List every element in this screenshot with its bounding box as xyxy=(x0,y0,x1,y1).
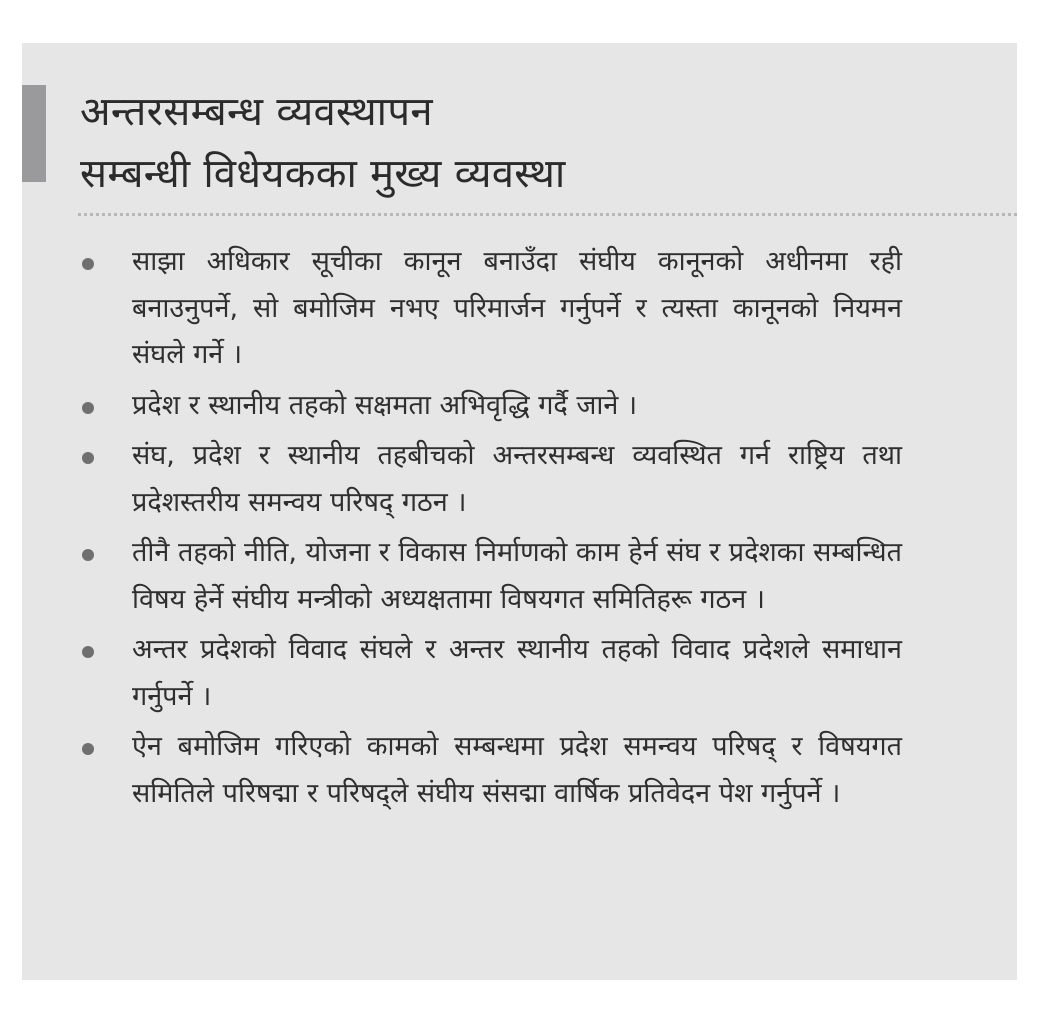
box-title-line-1: अन्तरसम्बन्ध व्यवस्थापन xyxy=(80,89,433,135)
list-item xyxy=(82,239,902,379)
list-item xyxy=(82,530,902,623)
dotted-divider xyxy=(78,213,1017,216)
bullet-icon xyxy=(82,258,94,270)
list-item xyxy=(82,627,902,720)
bullet-icon xyxy=(82,402,94,414)
list-item-text: तीनै तहको नीति, योजना र विकास निर्माणको काम हेर्न संघ र प्रदेशका सम्बन्धित विषय हेर्ने संघीय मन्त्रीको अध्यक्षतामा विषयगत समितिहरू गठन । xyxy=(132,537,902,615)
bullet-icon xyxy=(82,549,94,561)
title-accent-bar xyxy=(22,85,46,182)
box-title xyxy=(80,81,566,205)
provision-list xyxy=(82,239,902,821)
list-item xyxy=(82,433,902,526)
list-item xyxy=(82,383,902,430)
bullet-icon xyxy=(82,743,94,755)
list-item-text: संघ, प्रदेश र स्थानीय तहबीचको अन्तरसम्बन्ध व्यवस्थित गर्न राष्ट्रिय तथा प्रदेशस्तरीय समन्वय परिषद् गठन । xyxy=(132,440,902,518)
list-item-text: अन्तर प्रदेशको विवाद संघले र अन्तर स्थानीय तहको विवाद प्रदेशले समाधान गर्नुपर्ने । xyxy=(132,634,902,712)
list-item xyxy=(82,724,902,817)
list-item-text: प्रदेश र स्थानीय तहको सक्षमता अभिवृद्धि गर्दै जाने । xyxy=(132,389,638,421)
list-item-text: ऐन बमोजिम गरिएको कामको सम्बन्धमा प्रदेश समन्वय परिषद् र विषयगत समितिले परिषद्मा र परिषद्ले संघीय संसद्मा वार्षिक प्रतिवेदन पेश गर्नुपर्ने । xyxy=(132,731,902,809)
info-box xyxy=(22,43,1017,980)
bullet-icon xyxy=(82,452,94,464)
list-item-text: साझा अधिकार सूचीका कानून बनाउँदा संघीय कानूनको अधीनमा रही बनाउनुपर्ने, सो बमोजिम नभए परिमार्जन गर्नुपर्ने र त्यस्ता कानूनको नियमन संघले गर्ने । xyxy=(132,246,902,370)
box-title-line-2: सम्बन्धी विधेयकका मुख्य व्यवस्था xyxy=(80,151,566,197)
bullet-icon xyxy=(82,646,94,658)
